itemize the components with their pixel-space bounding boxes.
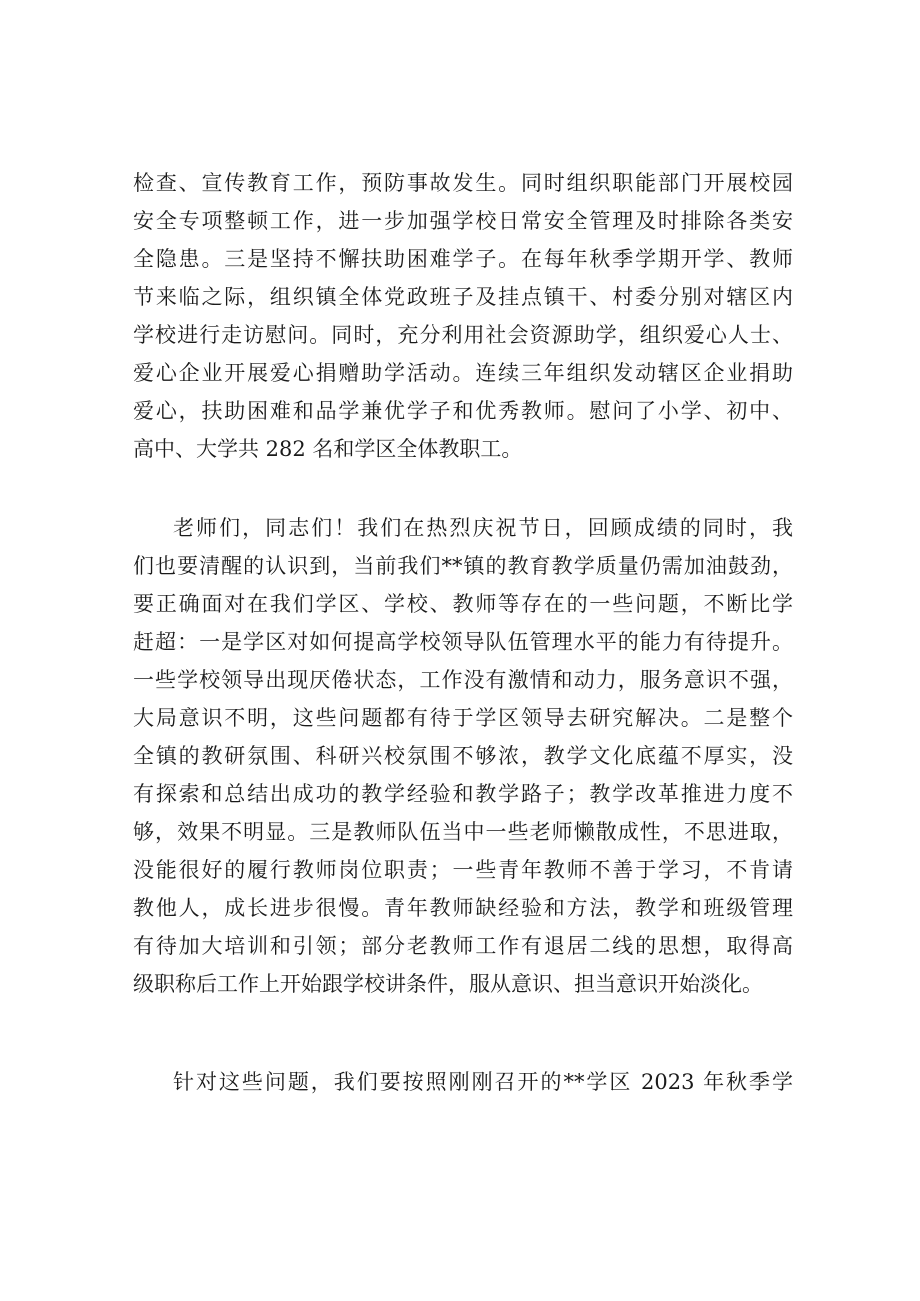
paragraph-line: 有待加大培训和引领；部分老教师工作有退居二线的思想，取得高 — [133, 934, 793, 958]
paragraph-line: 检查、宣传教育工作，预防事故发生。同时组织职能部门开展校园 — [133, 171, 793, 195]
paragraph-line: 老师们，同志们！我们在热烈庆祝节日，回顾成绩的同时，我 — [173, 516, 793, 540]
paragraph-line: 节来临之际，组织镇全体党政班子及挂点镇干、村委分别对辖区内 — [133, 285, 793, 309]
paragraph-line: 一些学校领导出现厌倦状态，工作没有激情和动力，服务意识不强， — [133, 668, 793, 692]
paragraph-line: 高中、大学共 282 名和学区全体教职工。 — [133, 437, 523, 461]
paragraph-line: 大局意识不明，这些问题都有待于学区领导去研究解决。二是整个 — [133, 706, 793, 730]
paragraph-line: 针对这些问题，我们要按照刚刚召开的**学区 2023 年秋季学 — [173, 1070, 793, 1094]
paragraph-line: 学校进行走访慰问。同时，充分利用社会资源助学，组织爱心人士、 — [133, 323, 793, 347]
paragraph-line: 级职称后工作上开始跟学校讲条件，服从意识、担当意识开始淡化。 — [133, 972, 763, 996]
paragraph-line: 赶超：一是学区对如何提高学校领导队伍管理水平的能力有待提升。 — [133, 630, 793, 654]
paragraph-2 — [133, 509, 793, 1003]
paragraph-line: 全隐患。三是坚持不懈扶助困难学子。在每年秋季学期开学、教师 — [133, 247, 793, 271]
paragraph-line: 们也要清醒的认识到，当前我们**镇的教育教学质量仍需加油鼓劲， — [133, 554, 793, 578]
paragraph-line: 要正确面对在我们学区、学校、教师等存在的一些问题，不断比学 — [133, 592, 793, 616]
paragraph-line: 爱心企业开展爱心捐赠助学活动。连续三年组织发动辖区企业捐助 — [133, 361, 793, 385]
paragraph-line: 全镇的教研氛围、科研兴校氛围不够浓，教学文化底蕴不厚实，没 — [133, 744, 793, 768]
paragraph-line: 安全专项整顿工作，进一步加强学校日常安全管理及时排除各类安 — [133, 209, 793, 233]
paragraph-line: 教他人，成长进步很慢。青年教师缺经验和方法，教学和班级管理 — [133, 896, 793, 920]
paragraph-line: 够，效果不明显。三是教师队伍当中一些老师懒散成性，不思进取， — [133, 820, 793, 844]
paragraph-1 — [133, 164, 793, 468]
paragraph-line: 没能很好的履行教师岗位职责；一些青年教师不善于学习，不肯请 — [133, 858, 793, 882]
paragraph-line: 爱心，扶助困难和品学兼优学子和优秀教师。慰问了小学、初中、 — [133, 399, 793, 423]
paragraph-line: 有探索和总结出成功的教学经验和教学路子；教学改革推进力度不 — [133, 782, 793, 806]
paragraph-3 — [133, 1063, 793, 1101]
